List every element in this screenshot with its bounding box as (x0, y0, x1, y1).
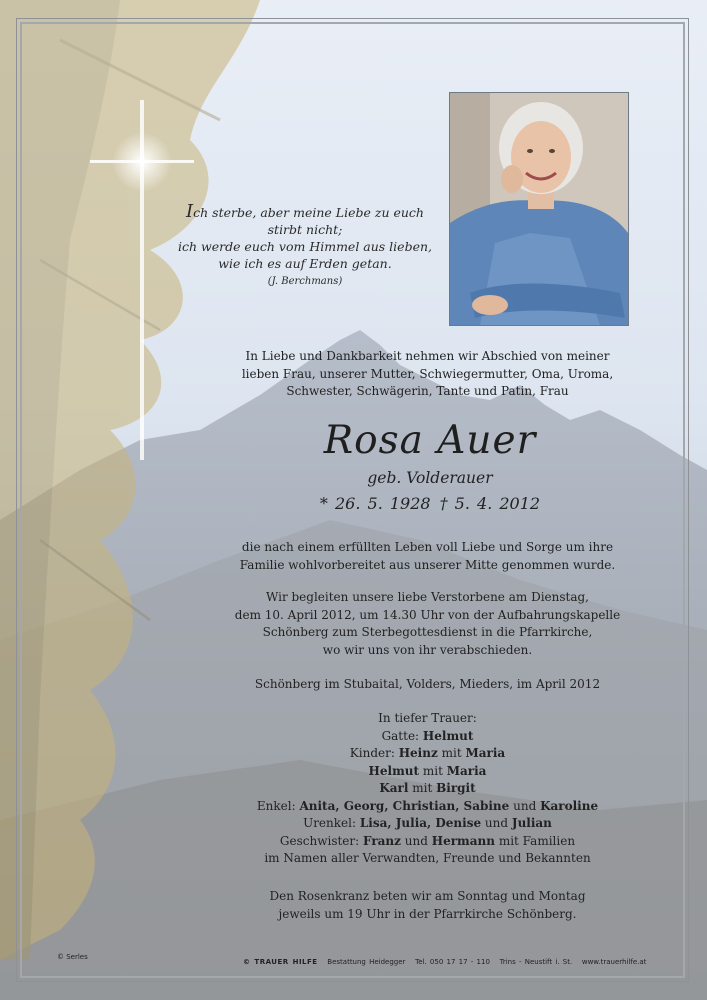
with-word: mit (441, 746, 462, 760)
quote-line-2: stirbt nicht; (267, 222, 343, 237)
siblings-label: Geschwister: (279, 833, 360, 848)
mourner-grandchildren-line (225, 798, 630, 816)
funeral-text (225, 589, 630, 659)
spouse-name: Helmut (422, 728, 474, 743)
grandchildren-names: Anita, Georg, Christian, Sabine (299, 798, 510, 813)
quote-line-4: wie ich es auf Erden getan. (218, 256, 392, 271)
funeral-line-1: Wir begleiten unsere liebe Verstorbene am Dienstag, (265, 590, 589, 604)
photo-copyright: © Serles (57, 953, 88, 961)
with-word: mit (422, 763, 443, 778)
funeral-line-2: dem 10. April 2012, um 14.30 Uhr von der Aufbahrungskapelle (234, 607, 621, 622)
funeral-line-3: Schönberg zum Sterbegottesdienst in die Pfarrkirche, (262, 625, 593, 639)
rosary-line-2: jeweils um 19 Uhr in der Pfarrkirche Schönberg. (278, 906, 577, 921)
sibling-1: Franz (363, 833, 401, 848)
quote-initial: I (186, 201, 194, 222)
with-word: mit (412, 781, 433, 795)
quote-line-3: ich werde euch vom Himmel aus lieben, (177, 239, 433, 254)
and-word: und (404, 833, 428, 848)
maiden-name: geb. Volderauer (367, 469, 493, 487)
child-1-partner: Maria (465, 746, 506, 760)
undertaker-name: Bestattung Heidegger (327, 958, 406, 966)
website-link[interactable]: www.trauerhilfe.at (581, 958, 647, 966)
birth-date: * 26. 5. 1928 (319, 494, 431, 513)
funeral-line-4: wo wir uns von ihr verabschieden. (322, 642, 533, 657)
intro-line-3: Schwester, Schwägerin, Tante und Patin, Frau (286, 384, 569, 398)
mourner-great-grandchildren-line (225, 815, 630, 833)
spouse-label: Gatte: (381, 728, 420, 743)
deceased-name: Rosa Auer (323, 418, 537, 463)
grandchildren-label: Enkel: (256, 798, 296, 813)
great-grandchild-last: Julian (511, 816, 552, 830)
life-text (225, 539, 630, 574)
intro-line-1: In Liebe und Dankbarkeit nehmen wir Abschied von meiner (245, 349, 610, 363)
mourners-list (225, 710, 630, 868)
intro-line-2: lieben Frau, unserer Mutter, Schwiegermutter, Oma, Uroma, (241, 366, 614, 381)
phone-number: Tel. 050 17 17 - 110 (415, 958, 490, 966)
grandchild-last: Karoline (540, 798, 599, 813)
life-line-1: die nach einem erfüllten Leben voll Liebe und Sorge um ihre (241, 540, 614, 554)
child-3: Karl (379, 781, 409, 795)
intro-text (225, 348, 630, 401)
mourner-children-line (225, 745, 630, 763)
mourner-child-3-line (225, 780, 630, 798)
place-date: Schönberg im Stubaital, Volders, Mieders, im April 2012 (254, 677, 601, 691)
children-label: Kinder: (349, 746, 395, 760)
quote-author: (J. Berchmans) (267, 276, 343, 287)
child-2: Helmut (368, 763, 420, 778)
child-3-partner: Birgit (436, 781, 476, 795)
child-1: Heinz (398, 746, 438, 760)
great-grandchildren-names: Lisa, Julia, Denise (359, 816, 482, 830)
mourners-heading: In tiefer Trauer: (378, 711, 477, 725)
footer-credits (243, 958, 646, 966)
great-grandchildren-label: Urenkel: (303, 816, 357, 830)
rosary-text (225, 888, 630, 923)
memorial-quote (160, 203, 450, 290)
mourner-relatives-line: im Namen aller Verwandten, Freunde und Bekannten (264, 851, 591, 865)
siblings-suffix: mit Familien (498, 833, 576, 848)
sibling-2: Hermann (431, 833, 495, 848)
child-2-partner: Maria (446, 763, 487, 778)
mourner-siblings-line (225, 833, 630, 851)
death-date: † 5. 4. 2012 (439, 494, 541, 513)
life-dates (270, 494, 590, 513)
mourner-spouse-line (225, 728, 630, 746)
portrait-photo (449, 92, 629, 326)
mourner-child-2-line (225, 763, 630, 781)
and-word: und (513, 798, 537, 813)
quote-line-1: ch sterbe, aber meine Liebe zu euch (193, 205, 424, 220)
location: Trins - Neustift i. St. (499, 958, 573, 966)
and-word: und (484, 816, 509, 830)
brand-logo: © TRAUER HILFE (243, 958, 318, 966)
rosary-line-1: Den Rosenkranz beten wir am Sonntag und Montag (269, 889, 586, 903)
life-line-2: Familie wohlvorbereitet aus unserer Mitte genommen wurde. (239, 557, 616, 572)
